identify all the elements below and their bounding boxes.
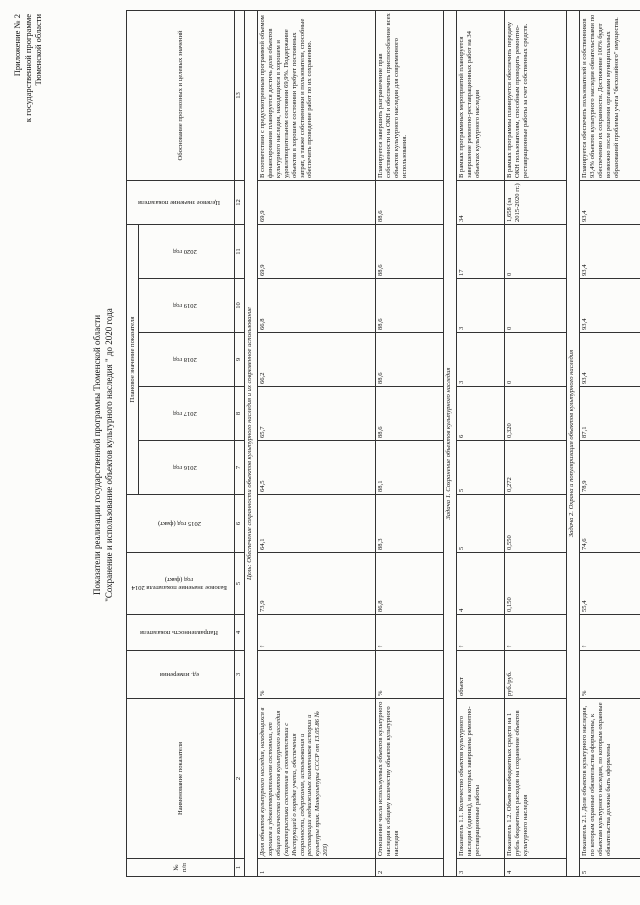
section-task-1: Задача 1. Сохранение объектов культурного наследия <box>444 11 457 877</box>
row-direction: ↑ <box>457 615 505 651</box>
row-unit: % <box>376 651 444 699</box>
col-number: 5 <box>235 553 245 615</box>
row-name: Показатель 1.2. Объем внебюджетных средств на 1 рубль бюджетных расходов на сохранение объектов культурного наследия <box>505 699 567 859</box>
row-2020: 0 <box>505 225 567 279</box>
col-number: 4 <box>235 615 245 651</box>
col-number: 3 <box>235 651 245 699</box>
section-goal: Цель: Обеспечение сохранности объектов культурного наследия и их современное использование <box>245 11 258 877</box>
col-number: 7 <box>235 441 245 495</box>
row-2017: 88,6 <box>376 387 444 441</box>
row-2019: 88,6 <box>376 279 444 333</box>
row-unit: руб./руб. <box>505 651 567 699</box>
header-name: Наименование показателя <box>127 699 235 859</box>
row-direction: ↑ <box>258 615 376 651</box>
row-target: 69,9 <box>258 181 376 225</box>
row-2016: 5 <box>457 441 505 495</box>
row-name: Показатель 1.1. Количество объектов культурного наследия (единиц), на которых завершены ремонтно-реставрационные работы <box>457 699 505 859</box>
row-num: 4 <box>505 859 567 877</box>
col-number: 1 <box>235 859 245 877</box>
row-2020: 69,9 <box>258 225 376 279</box>
header-2016: 2016 год <box>139 441 235 495</box>
row-2016: 78,9 <box>580 441 640 495</box>
row-2020: 17 <box>457 225 505 279</box>
col-number: 6 <box>235 495 245 553</box>
row-num: 2 <box>376 859 444 877</box>
row-2018: 88,6 <box>376 333 444 387</box>
header-planned: Плановое значение показателя <box>127 225 139 495</box>
appendix-line-3: Тюменской области <box>33 14 44 86</box>
appendix-note <box>12 14 44 314</box>
header-2020: 2020 год <box>139 225 235 279</box>
appendix-line-1: Приложение № 2 <box>12 14 22 77</box>
row-2015: 5 <box>457 495 505 553</box>
table-row <box>580 11 640 877</box>
row-base: 55,4 <box>580 553 640 615</box>
row-2019: 66,8 <box>258 279 376 333</box>
row-unit: объект <box>457 651 505 699</box>
row-justification: В соответствии с предусмотренным программой объемом финансирования планируется достичь доли объектов культурного наследия, находящихся в хорошем и удовлетворительном состоянии 69,9%. Поддержание объектов в хорошем состоянии требует постоянных затрат, а также собственники и пользователи, способные обеспечить проведение работ по их сохранению. <box>258 11 376 181</box>
col-number: 2 <box>235 699 245 859</box>
row-2016: 64,5 <box>258 441 376 495</box>
row-direction: ↑ <box>505 615 567 651</box>
header-direction: Направленность показателя <box>127 615 235 651</box>
row-2015: 74,6 <box>580 495 640 553</box>
row-2016: 88,1 <box>376 441 444 495</box>
row-num: 1 <box>258 859 376 877</box>
row-justification: В рамках программных мероприятий планируется завершение ремонтно-реставрационных работ на 34 объектах культурного наследия <box>457 11 505 181</box>
header-base: Базовое значение показателя 2014 год (факт) <box>127 553 235 615</box>
row-num: 3 <box>457 859 505 877</box>
header-unit: ед. измерения <box>127 651 235 699</box>
row-direction: ↑ <box>580 615 640 651</box>
header-2018: 2018 год <box>139 333 235 387</box>
row-base: 0,150 <box>505 553 567 615</box>
row-unit: % <box>258 651 376 699</box>
row-target: 34 <box>457 181 505 225</box>
row-2019: 93,4 <box>580 279 640 333</box>
header-target: Целевое значение показателя <box>127 181 235 225</box>
row-2018: 66,2 <box>258 333 376 387</box>
header-2017: 2017 год <box>139 387 235 441</box>
row-2015: 64,1 <box>258 495 376 553</box>
row-base: 73,9 <box>258 553 376 615</box>
indicators-table <box>126 10 640 877</box>
row-2018: 3 <box>457 333 505 387</box>
row-name: Показатель 2.1. Доля объектов культурного наследия, по которым охранные обязательства оформлены, к объектам культурного наследия, по которым охранные обязательства должны быть оформлены <box>580 699 640 859</box>
row-num: 5 <box>580 859 640 877</box>
header-2015: 2015 год (факт) <box>127 495 235 553</box>
col-number: 10 <box>235 279 245 333</box>
row-2019: 3 <box>457 279 505 333</box>
row-target: 88,6 <box>376 181 444 225</box>
row-target: 93,4 <box>580 181 640 225</box>
title-line-2: "Сохранение и использование объектов культурного наследия " до 2020 года <box>103 308 114 602</box>
header-2019: 2019 год <box>139 279 235 333</box>
row-justification: Планируется завершить разграничение прав собственности на ОКН и обеспечить приспособление всех объектов культурного наследия для современного использования. <box>376 11 444 181</box>
row-unit: % <box>580 651 640 699</box>
row-justification: В рамках программы планируется обеспечить передачу ОКН пользователям, способным проводить ремонтно-реставрационные работы за счет собственных средств. <box>505 11 567 181</box>
row-target: 1,658 (за 2015-2020 гг.) <box>505 181 567 225</box>
row-2016: 0,272 <box>505 441 567 495</box>
table-row <box>258 11 376 877</box>
col-number: 11 <box>235 225 245 279</box>
section-task-2: Задача 2. Охрана и популяризация объектов культурного наследия <box>567 11 580 877</box>
row-base: 86,8 <box>376 553 444 615</box>
col-number: 9 <box>235 333 245 387</box>
header-justification: Обоснование прогнозных и целевых значений <box>127 11 235 181</box>
row-name: Доля объектов культурного наследия, находящихся в хорошем и удовлетворительном состоянии, от общего количества объектов культурного наследия (характеристика состояния в соответствии с Инструкцией о порядке учета, обеспечения сохранности, содержания, использования и реставрации недвижимых памятников истории и культуры прик. Минкультуры СССР от 13.05.86 № 203) <box>258 699 376 859</box>
col-number: 13 <box>235 11 245 181</box>
row-direction: ↑ <box>376 615 444 651</box>
row-base: 4 <box>457 553 505 615</box>
row-2017: 0,320 <box>505 387 567 441</box>
header-num: № п/п <box>127 859 235 877</box>
row-2017: 6 <box>457 387 505 441</box>
table-row <box>457 11 505 877</box>
row-justification: Планируется обеспечить пользователей и собственников 93,4% объектов культурного наследия обязательствами по обеспечению их сохранности. Достижение 100% будет возможно после решения органами муниципальных образований проблемы учета "бесхозяйного" имущества. <box>580 11 640 181</box>
row-2015: 0,550 <box>505 495 567 553</box>
col-number: 8 <box>235 387 245 441</box>
document-title <box>92 95 115 815</box>
table-row <box>376 11 444 877</box>
column-number-row <box>235 11 245 877</box>
row-2018: 0 <box>505 333 567 387</box>
appendix-line-2: к государственной программе <box>22 14 33 123</box>
title-line-1: Показатели реализации государственной программы Тюменской области <box>92 314 102 596</box>
row-2015: 88,3 <box>376 495 444 553</box>
row-2017: 65,7 <box>258 387 376 441</box>
row-2017: 87,1 <box>580 387 640 441</box>
row-2018: 93,4 <box>580 333 640 387</box>
col-number: 12 <box>235 181 245 225</box>
row-name: Отношение числа используемых объектов культурного наследия к общему количеству объектов культурного наследия <box>376 699 444 859</box>
row-2019: 0 <box>505 279 567 333</box>
row-2020: 93,4 <box>580 225 640 279</box>
table-row <box>505 11 567 877</box>
row-2020: 88,6 <box>376 225 444 279</box>
